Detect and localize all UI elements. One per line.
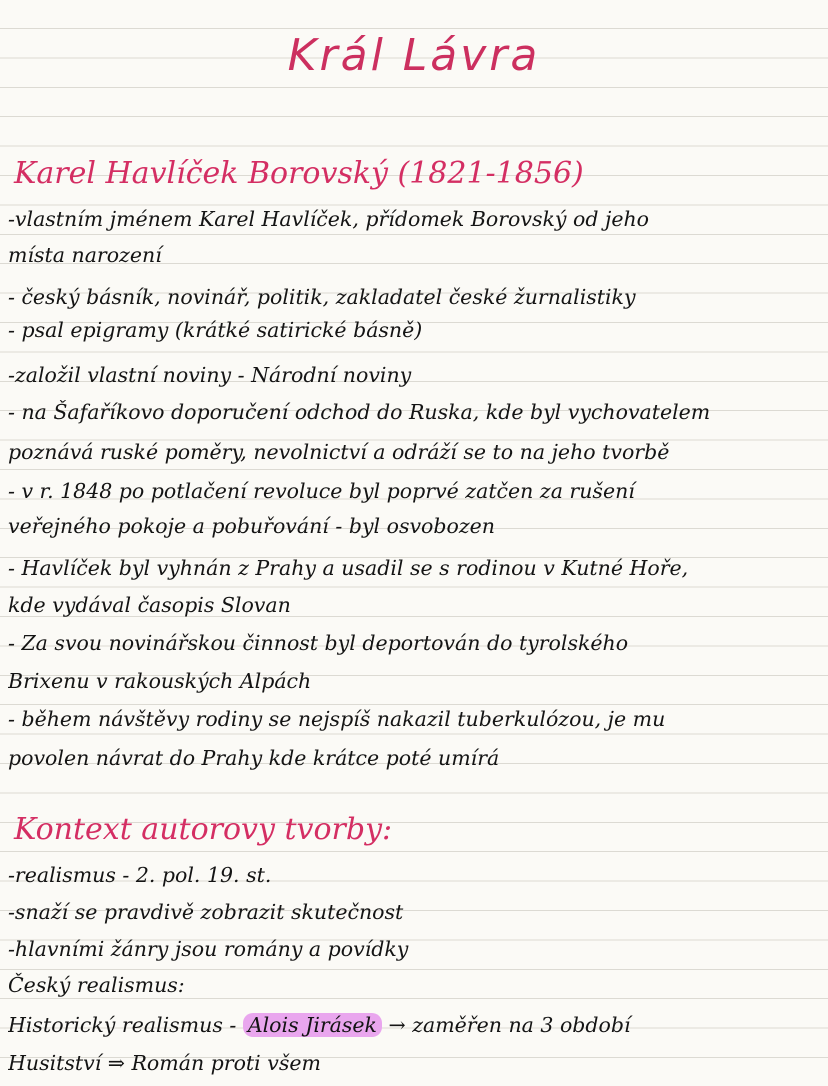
context-heading: Kontext autorovy tvorby: xyxy=(14,812,393,847)
historic-realism-prefix: Historický realismus - xyxy=(8,1013,243,1037)
context-line: Husitství ⇒ Román proti všem xyxy=(8,1051,321,1075)
author-line: místa narození xyxy=(8,243,162,267)
page-title: Král Lávra xyxy=(287,30,541,81)
author-line: -vlastním jménem Karel Havlíček, přídomek Borovský od jeho xyxy=(8,207,650,231)
author-line: - během návštěvy rodiny se nejspíš nakazil tuberkulózou, je mu xyxy=(8,707,666,731)
author-heading: Karel Havlíček Borovský (1821-1856) xyxy=(14,156,584,191)
author-line: kde vydával časopis Slovan xyxy=(8,593,291,617)
author-line: poznává ruské poměry, nevolnictví a odráží se to na jeho tvorbě xyxy=(8,440,670,464)
author-line: - psal epigramy (krátké satirické básně) xyxy=(8,318,423,342)
context-line: Český realismus: xyxy=(8,973,185,997)
author-line: veřejného pokoje a pobuřování - byl osvobozen xyxy=(8,514,495,538)
context-line: -snaží se pravdivě zobrazit skutečnost xyxy=(8,900,404,924)
author-line: - v r. 1848 po potlačení revoluce byl poprvé zatčen za rušení xyxy=(8,479,635,503)
historic-realism-suffix: → zaměřen na 3 období xyxy=(381,1013,631,1037)
author-line: - na Šafaříkovo doporučení odchod do Ruska, kde byl vychovatelem xyxy=(8,400,711,424)
author-line: - Havlíček byl vyhnán z Prahy a usadil se s rodinou v Kutné Hoře, xyxy=(8,556,689,580)
author-line: - český básník, novinář, politik, zakladatel české žurnalistiky xyxy=(8,285,636,309)
author-line: Brixenu v rakouských Alpách xyxy=(8,669,312,693)
author-line: povolen návrat do Prahy kde krátce poté umírá xyxy=(8,746,500,770)
context-line: -hlavními žánry jsou romány a povídky xyxy=(8,937,409,961)
author-line: -založil vlastní noviny - Národní noviny xyxy=(8,363,412,387)
author-highlight: Alois Jirásek xyxy=(243,1013,382,1037)
context-line: -realismus - 2. pol. 19. st. xyxy=(8,863,272,887)
author-line: - Za svou novinářskou činnost byl deportován do tyrolského xyxy=(8,631,629,655)
historic-realism-line xyxy=(8,1010,820,1040)
